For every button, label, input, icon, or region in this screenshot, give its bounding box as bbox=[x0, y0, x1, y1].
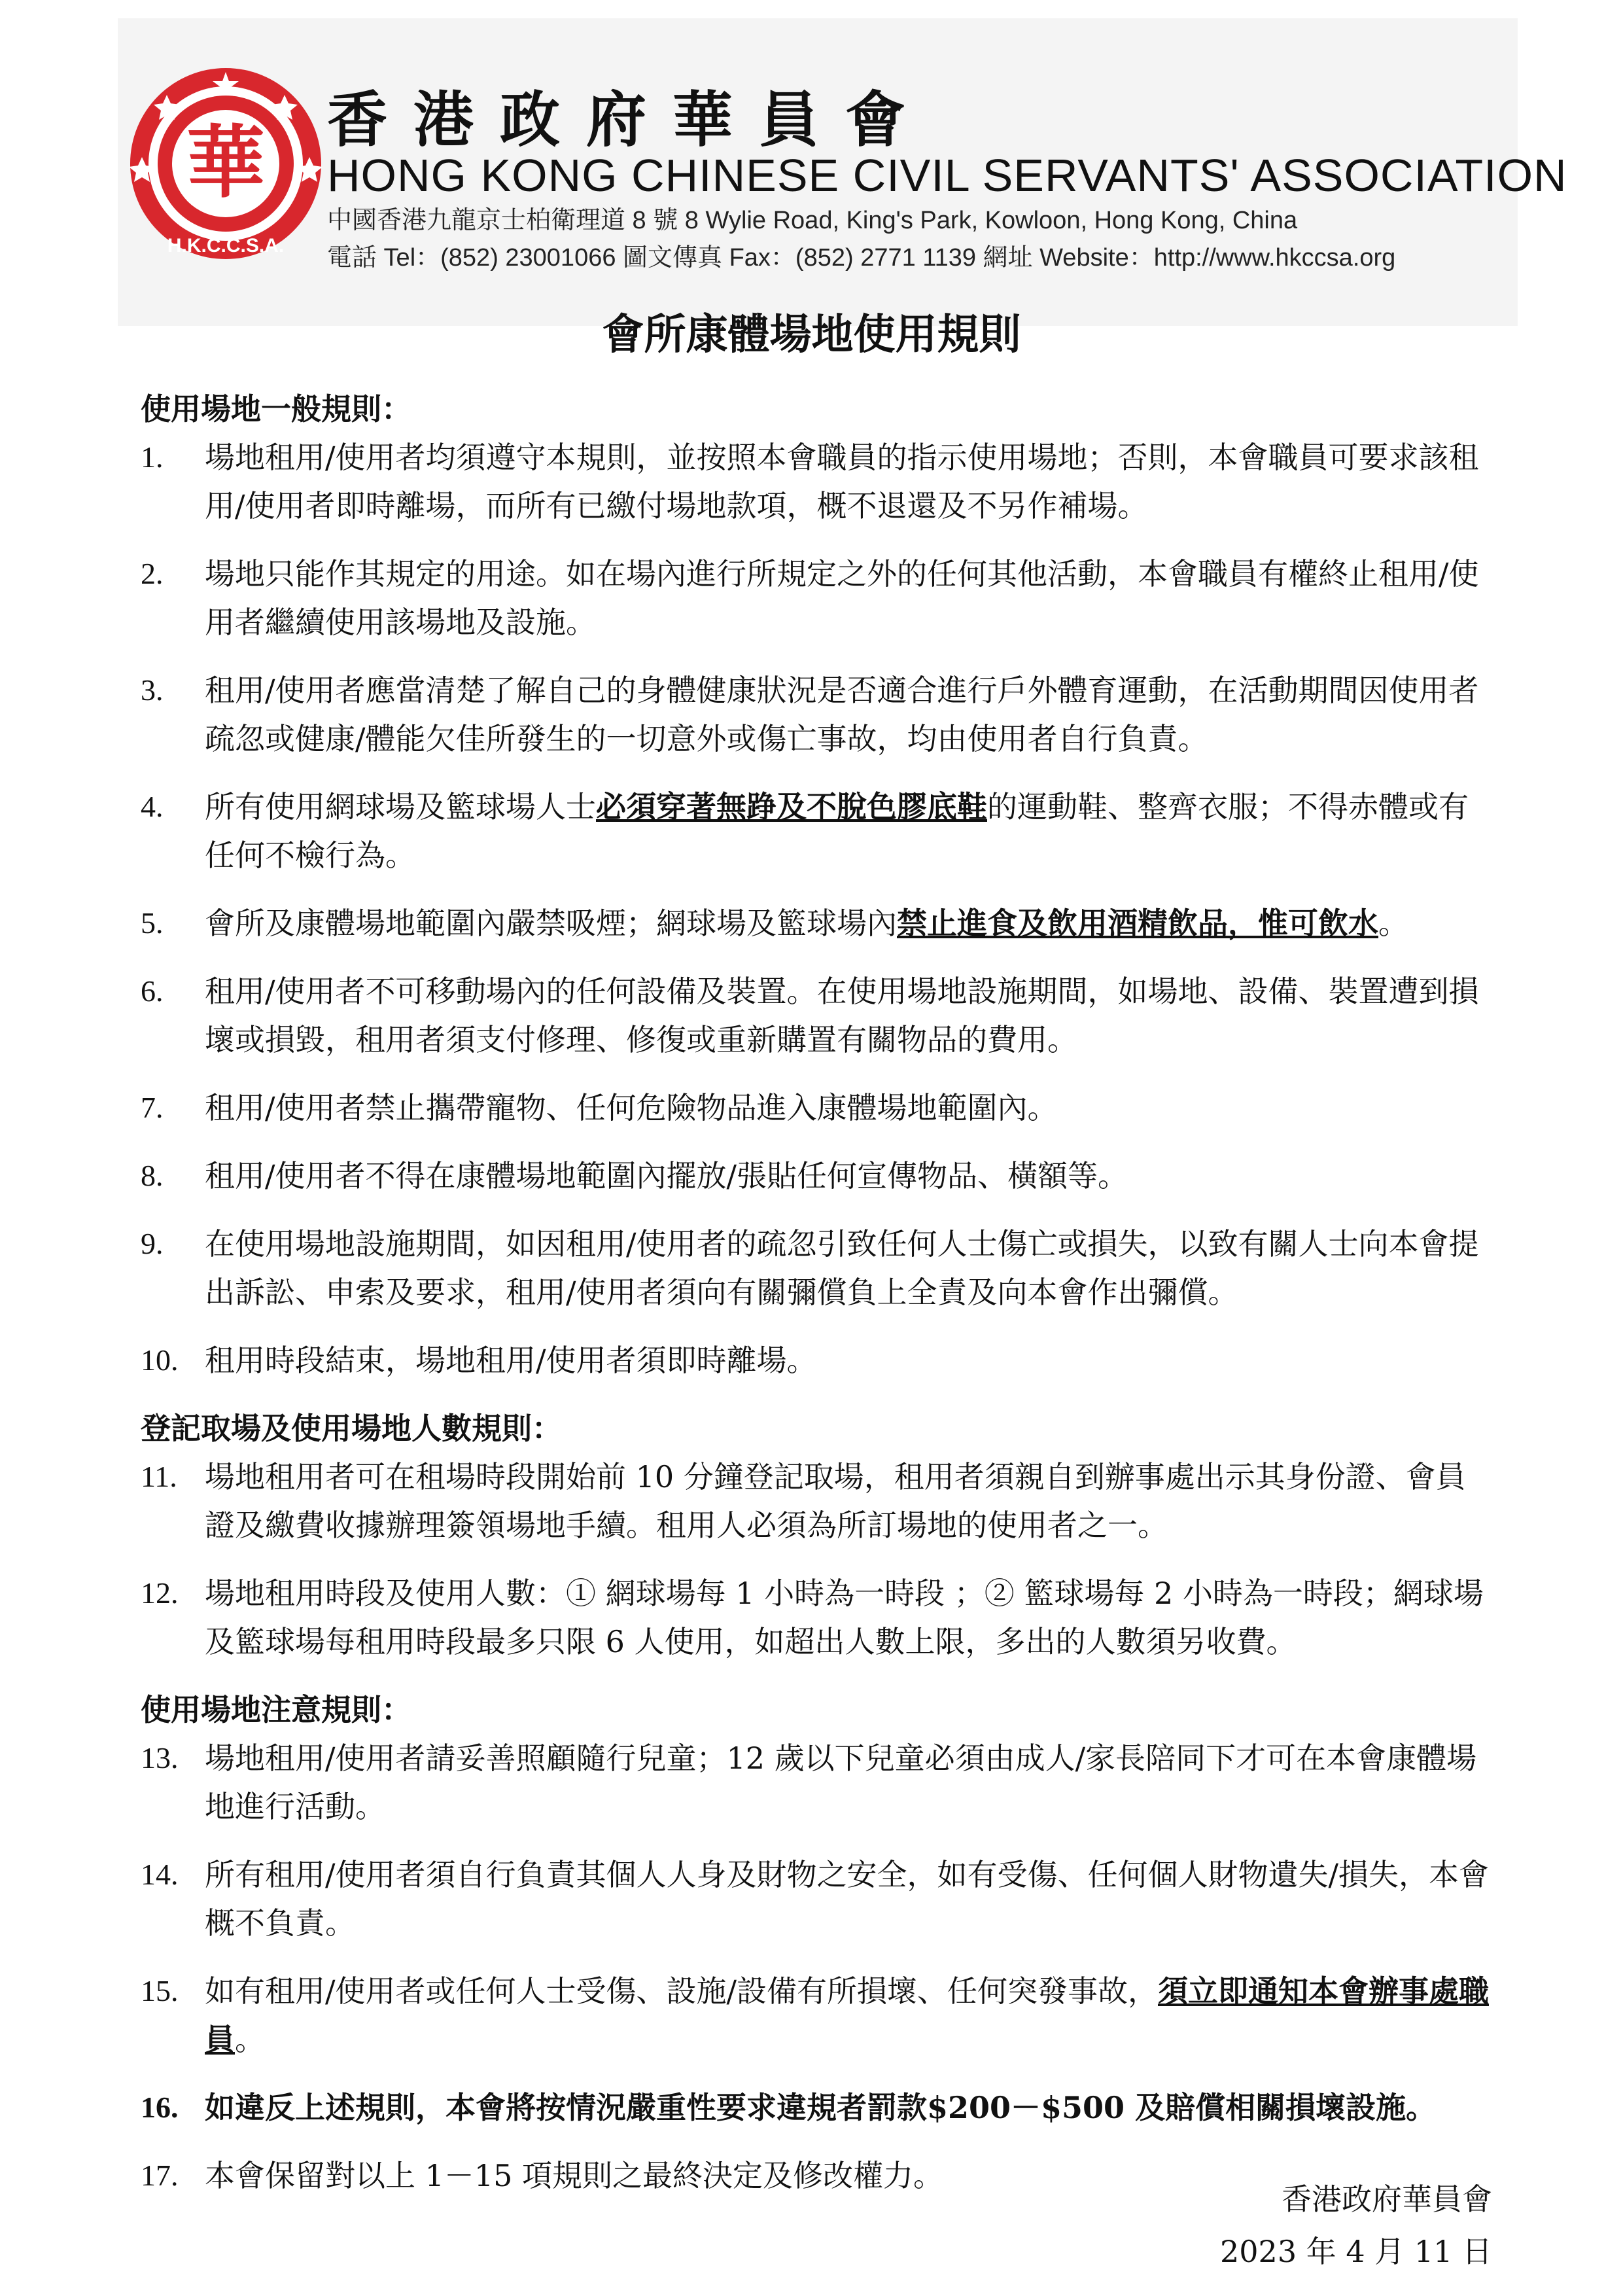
rule-number: 5. bbox=[141, 906, 164, 940]
rule-item bbox=[141, 899, 1495, 947]
rule-item-penalty bbox=[141, 2083, 1495, 2132]
rule-item bbox=[141, 550, 1495, 646]
rule-emphasis: 必須穿著無踭及不脫色膠底鞋 bbox=[596, 789, 987, 824]
rule-number: 2. bbox=[141, 557, 164, 590]
signature-date: 2023 年 4 月 11 日 bbox=[1220, 2234, 1492, 2269]
rule-text bbox=[205, 899, 1495, 947]
association-logo bbox=[128, 65, 324, 262]
rule-text: 租用/使用者應當清楚了解自己的身體健康狀況是否適合進行戶外體育運動，在活動期間因使用者疏忽或健康/體能欠佳所發生的一切意外或傷亡事故，均由使用者自行負責。 bbox=[205, 673, 1479, 756]
rule-text: 租用/使用者不可移動場內的任何設備及裝置。在使用場地設施期間，如場地、設備、裝置遭到損壞或損毀，租用者須支付修理、修復或重新購置有關物品的費用。 bbox=[205, 974, 1479, 1057]
rule-number: 7. bbox=[141, 1091, 164, 1124]
rule-text-pre: 會所及康體場地範圍內嚴禁吸煙；網球場及籃球場內 bbox=[205, 906, 897, 941]
rule-emphasis: 禁止進食及飲用酒精飲品，惟可飲水 bbox=[897, 906, 1378, 941]
rule-number: 12. bbox=[141, 1576, 179, 1610]
rule-text-post: 的運動鞋、整齊衣服；不得赤體或有任何不檢行為。 bbox=[205, 789, 1469, 873]
document-title: 會所康體場地使用規則 bbox=[602, 311, 1021, 359]
rules-content bbox=[141, 385, 1495, 2219]
section-heading: 使用場地注意規則： bbox=[141, 1692, 411, 1727]
rule-number: 14. bbox=[141, 1858, 179, 1891]
rule-text: 場地租用時段及使用人數：① 網球場每 1 小時為一時段 ；② 籃球場每 2 小時為一時段；網球場及籃球場每租用時段最多只限 6 人使用，如超出人數上限，多出的人數須另收費。 bbox=[205, 1576, 1484, 1659]
org-address: 中國香港九龍京士柏衛理道 8 號 8 Wylie Road, King's Park, Kowloon, Hong Kong, China bbox=[327, 207, 1298, 234]
rule-item bbox=[141, 1152, 1495, 1200]
rule-item bbox=[141, 1967, 1495, 2064]
rule-text-post: 。 bbox=[235, 2022, 265, 2057]
section-heading: 使用場地一般規則： bbox=[141, 391, 411, 427]
org-name-cn: 香港政府華員會 bbox=[327, 85, 932, 155]
signature-org: 香港政府華員會 bbox=[1282, 2181, 1492, 2217]
rule-number: 3. bbox=[141, 673, 164, 707]
rule-item bbox=[141, 1850, 1495, 1947]
rule-text: 場地租用/使用者請妥善照顧隨行兒童；12 歲以下兒童必須由成人/家長陪同下才可在本會康體場地進行活動。 bbox=[205, 1740, 1477, 1824]
rule-text: 場地只能作其規定的用途。如在場內進行所規定之外的任何其他活動，本會職員有權終止租用/使用者繼續使用該場地及設施。 bbox=[205, 556, 1479, 640]
rule-text-post: 。 bbox=[1378, 906, 1408, 941]
rule-number: 6. bbox=[141, 974, 164, 1008]
org-contact: 電話 Tel：(852) 23001066 圖文傳真 Fax：(852) 2771 1139 網址 Website：http://www.hkccsa.org bbox=[327, 244, 1396, 272]
rule-item bbox=[141, 783, 1495, 879]
section-heading: 登記取場及使用場地人數規則： bbox=[141, 1411, 562, 1446]
rule-item bbox=[141, 666, 1495, 763]
rule-text bbox=[205, 1967, 1495, 2064]
rule-number: 13. bbox=[141, 1741, 179, 1775]
rule-item bbox=[141, 1569, 1495, 1666]
rule-text: 租用時段結束，場地租用/使用者須即時離場。 bbox=[205, 1343, 817, 1378]
rule-item bbox=[141, 967, 1495, 1064]
rule-item bbox=[141, 433, 1495, 530]
rule-text: 租用/使用者不得在康體場地範圍內擺放/張貼任何宣傳物品、橫額等。 bbox=[205, 1158, 1128, 1193]
rule-item bbox=[141, 1734, 1495, 1831]
rule-item bbox=[141, 1336, 1495, 1385]
org-name-en: HONG KONG CHINESE CIVIL SERVANTS' ASSOCIATION bbox=[327, 150, 1567, 201]
rule-text: 如違反上述規則，本會將按情況嚴重性要求違規者罰款$200－$500 及賠償相關損壞設施。 bbox=[205, 2090, 1437, 2125]
rule-text: 場地租用/使用者均須遵守本規則，並按照本會職員的指示使用場地；否則，本會職員可要求該租用/使用者即時離場，而所有已繳付場地款項，概不退還及不另作補場。 bbox=[205, 440, 1479, 523]
rule-number: 4. bbox=[141, 790, 164, 823]
rule-text: 在使用場地設施期間，如因租用/使用者的疏忽引致任何人士傷亡或損失，以致有關人士向本會提出訴訟、申索及要求，租用/使用者須向有關彌償負上全責及向本會作出彌償。 bbox=[205, 1226, 1479, 1310]
rule-text: 所有租用/使用者須自行負責其個人人身及財物之安全，如有受傷、任何個人財物遺失/損失，本會概不負責。 bbox=[205, 1857, 1489, 1941]
rule-item bbox=[141, 1453, 1495, 1549]
rule-number: 8. bbox=[141, 1159, 164, 1192]
rule-text-pre: 所有使用網球場及籃球場人士 bbox=[205, 789, 596, 824]
rule-item bbox=[141, 1084, 1495, 1132]
rule-number: 11. bbox=[141, 1460, 177, 1493]
rule-emphasis: 須立即通知本會辦事處職員 bbox=[205, 1973, 1489, 2057]
rule-number: 17. bbox=[141, 2159, 179, 2192]
rule-text: 場地租用者可在租場時段開始前 10 分鐘登記取場，租用者須親自到辦事處出示其身份證、會員證及繳費收據辦理簽領場地手續。租用人必須為所訂場地的使用者之一。 bbox=[205, 1459, 1466, 1543]
rule-number: 9. bbox=[141, 1227, 164, 1260]
rule-number: 10. bbox=[141, 1343, 179, 1377]
rule-number: 16. bbox=[141, 2091, 179, 2124]
rule-text: 租用/使用者禁止攜帶寵物、任何危險物品進入康體場地範圍內。 bbox=[205, 1090, 1058, 1125]
logo-char: 華 bbox=[186, 116, 265, 209]
rule-item bbox=[141, 1220, 1495, 1316]
rule-text bbox=[205, 783, 1495, 879]
rule-text-pre: 如有租用/使用者或任何人士受傷、設施/設備有所損壞、任何突發事故， bbox=[205, 1973, 1158, 2009]
rule-text: 本會保留對以上 1－15 項規則之最終決定及修改權力。 bbox=[205, 2158, 944, 2193]
logo-text: H.K.C.C.S.A. bbox=[167, 235, 285, 256]
rule-number: 1. bbox=[141, 440, 164, 474]
rule-number: 15. bbox=[141, 1974, 179, 2007]
